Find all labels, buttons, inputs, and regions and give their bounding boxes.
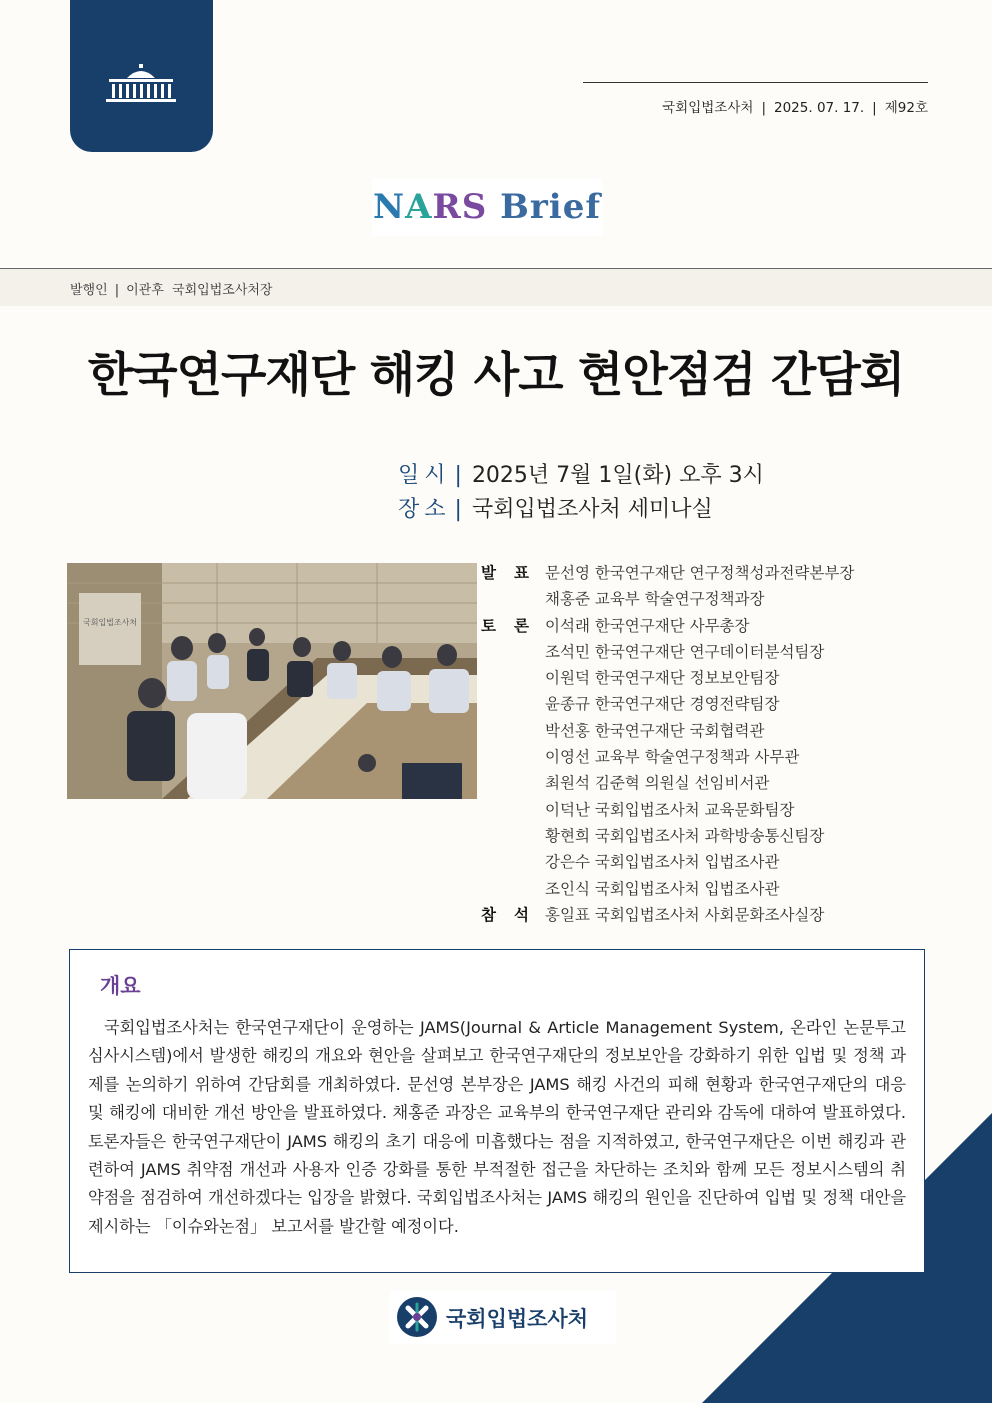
participant-name: 이원덕 한국연구재단 정보보안팀장 (545, 669, 780, 688)
participant-name: 채홍준 교육부 학술연구정책과장 (545, 590, 765, 609)
summary-text: 국회입법조사처는 한국연구재단이 운영하는 JAMS(Journal & Article Management System, 온라인 논문투고 심사시스템)에서 발생한 해킹의 개요와 현안을 살펴보고 한국연구재단의 정보보안을 강화하기 위한 입법 및 정책 과제를 논의하기 위하여 간담회를 개최하였다. 문선영 본부장은 JAMS 해킹 사건의 피해 현황과 한국연구재단의 대응 및 해킹에 대비한 개선 방안을 발표하였다. 채홍준 과장은 교육부의 한국연구재단 관리와 감독에 대하여 발표하였다. 토론자들은 한국연구재단이 JAMS 해킹의 초기 대응에 미흡했다는 점을 지적하였고, 한국연구재단은 이번 해킹과 관련하여 JAMS 취약점 개선과 사용자 인증 강화를 통한 부적절한 접근을 차단하는 조치와 함께 모든 정보시스템의 취약점을 점검하여 개선하겠다는 입장을 밝혔다. 국회입법조사처는 JAMS 해킹의 원인을 진단하여 입법 및 정책 대안을 제시하는 「이슈와논점」 보고서를 발간할 예정이다. (88, 1018, 906, 1236)
participant-name: 조인식 국회입법조사처 입법조사관 (545, 879, 780, 898)
logo-letter-r: R (432, 187, 462, 227)
participants-list (481, 560, 854, 928)
participant-row (481, 613, 854, 639)
date-value: 2025년 7월 1일(화) 오후 3시 (471, 463, 764, 488)
participant-row (481, 849, 854, 875)
participant-row (481, 744, 854, 770)
meta-separator: | (872, 100, 877, 116)
participant-role (481, 691, 545, 717)
event-date (398, 458, 764, 489)
national-assembly-tab (70, 0, 213, 152)
issue-date: 2025. 07. 17. (774, 100, 865, 116)
participant-name: 이석래 한국연구재단 사무총장 (545, 616, 750, 635)
summary-title: 개요 (100, 974, 141, 998)
wall-sign-text: 국회입법조사처 (83, 618, 138, 627)
participant-name: 황현희 국회입법조사처 과학방송통신팀장 (545, 826, 825, 845)
header-org: 국회입법조사처 (662, 100, 754, 116)
participant-role (481, 639, 545, 665)
participant-row (481, 797, 854, 823)
participant-name: 윤종규 한국연구재단 경영전략팀장 (545, 695, 780, 714)
participant-name: 강은수 국회입법조사처 입법조사관 (545, 853, 780, 872)
participant-row (481, 770, 854, 796)
participant-row (481, 823, 854, 849)
participant-name: 홍일표 국회입법조사처 사회문화조사실장 (545, 905, 825, 924)
nars-emblem-icon (396, 1296, 438, 1338)
participant-role: 참석 (481, 905, 547, 924)
logo-letter-a: A (405, 187, 433, 227)
participant-role (481, 823, 545, 849)
participant-role (481, 876, 545, 902)
participant-name: 최원석 김준혁 의원실 선임비서관 (545, 774, 770, 793)
participant-role (481, 586, 545, 612)
date-separator: | (454, 463, 462, 488)
publisher-line (70, 279, 273, 298)
publisher-name: 이관후 (126, 283, 164, 298)
publisher-separator: | (114, 283, 120, 298)
participant-name: 문선영 한국연구재단 연구정책성과전략본부장 (545, 564, 855, 582)
participant-name: 이영선 교육부 학술연구정책과 사무관 (545, 748, 800, 767)
issue-meta (662, 96, 928, 116)
summary-box (69, 949, 925, 1273)
footer-logo (390, 1290, 616, 1344)
place-value: 국회입법조사처 세미나실 (471, 497, 713, 522)
participant-name: 박선홍 한국연구재단 국회협력관 (545, 721, 765, 740)
participant-role: 토론 (481, 616, 547, 635)
publisher-position: 국회입법조사처장 (172, 283, 273, 298)
logo-letter-n: N (373, 187, 406, 227)
participant-name: 이덕난 국회입법조사처 교육문화팀장 (545, 800, 795, 819)
participant-row (481, 560, 854, 586)
participant-row (481, 902, 854, 928)
participant-role (481, 718, 545, 744)
participant-role (481, 849, 545, 875)
participant-role: 발표 (481, 564, 547, 582)
page-title: 한국연구재단 해킹 사고 현안점검 간담회 (87, 348, 905, 403)
place-separator: | (454, 497, 462, 522)
logo-letter-s: S (461, 187, 488, 227)
meta-separator: | (761, 100, 766, 116)
nars-brief-logo (372, 178, 602, 236)
header-rule (583, 82, 928, 83)
participant-row (481, 586, 854, 612)
participant-role (481, 744, 545, 770)
participant-name: 조석민 한국연구재단 연구데이터분석팀장 (545, 642, 825, 661)
logo-brief: Brief (500, 187, 601, 227)
meeting-photo (67, 563, 477, 799)
participant-row (481, 665, 854, 691)
footer-org: 국회입법조사처 (446, 1307, 589, 1331)
national-assembly-icon (101, 62, 181, 104)
participant-role (481, 797, 545, 823)
place-label: 장소 (398, 497, 451, 522)
issue-number: 제92호 (884, 100, 928, 116)
participant-row (481, 691, 854, 717)
participant-row (481, 639, 854, 665)
date-label: 일시 (398, 463, 451, 488)
publisher-label: 발행인 (70, 283, 108, 298)
event-place (398, 492, 713, 523)
participant-role (481, 770, 545, 796)
participant-row (481, 876, 854, 902)
participant-role (481, 665, 545, 691)
participant-row (481, 718, 854, 744)
